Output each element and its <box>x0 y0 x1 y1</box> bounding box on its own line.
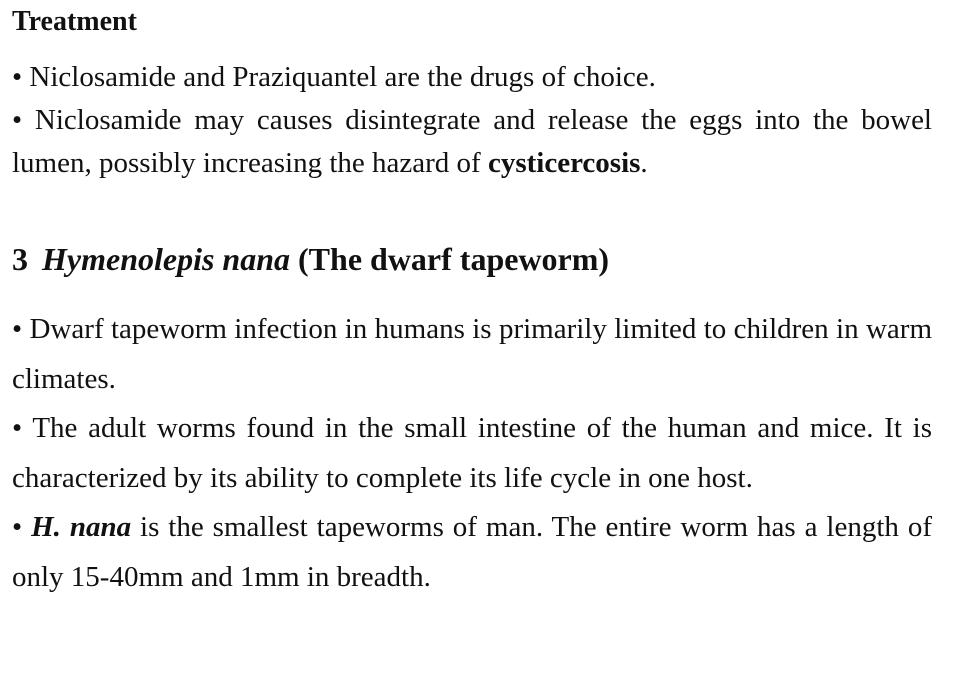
section-number: 3 <box>12 241 28 277</box>
bullet-mark: • <box>12 412 23 444</box>
bullet-end-punctuation: . <box>640 147 648 179</box>
bullet-mark: • <box>12 104 23 136</box>
bullet-text: The adult worms found in the small intestine of the human and mice. It is characterized by its ability to complete its life cycle in one host. <box>12 412 932 494</box>
bullet-mark: • <box>12 511 23 543</box>
treatment-heading: Treatment <box>12 6 137 37</box>
bullet-text: Dwarf tapeworm infection in humans is primarily limited to children in warm climates. <box>12 313 933 395</box>
section-title <box>12 237 932 281</box>
bold-term-cysticercosis: cysticercosis <box>487 147 641 179</box>
section-bullet-1 <box>12 305 932 404</box>
bullet-text: is the smallest tapeworms of man. The entire worm has a length of only 15-40mm and 1mm in breadth. <box>12 511 932 593</box>
treatment-bullet-1 <box>12 56 932 99</box>
section-bullets <box>12 305 932 602</box>
treatment-bullets <box>12 56 932 185</box>
section-bullet-3 <box>12 503 932 602</box>
section-bullet-2 <box>12 404 932 503</box>
section-common-name: (The dwarf tapeworm) <box>298 241 610 277</box>
section-scientific-name: Hymenolepis nana <box>42 241 291 277</box>
treatment-bullet-2 <box>12 99 932 185</box>
bullet-text: Niclosamide may causes disintegrate and release the eggs into the bowel lumen, possibly increasing the hazard of <box>12 104 932 179</box>
document-page <box>12 0 932 602</box>
bullet-mark: • <box>12 313 23 345</box>
italic-term-h-nana: H. nana <box>31 511 132 543</box>
bullet-text: Niclosamide and Praziquantel are the drugs of choice. <box>29 61 656 93</box>
bullet-mark: • <box>12 61 23 93</box>
